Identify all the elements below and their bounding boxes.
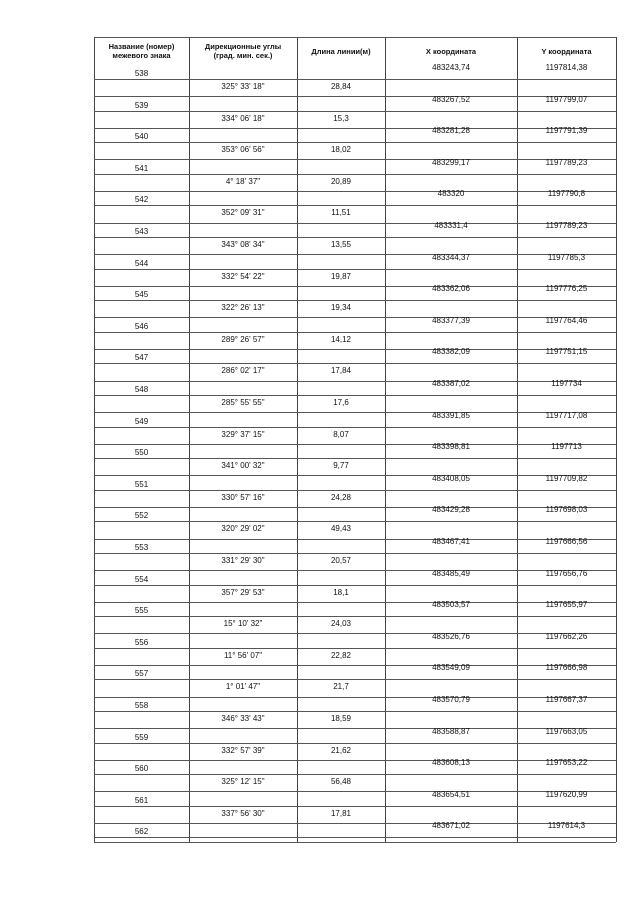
segment-line-length: 8,07 bbox=[333, 429, 349, 439]
segment-line-length: 17,84 bbox=[330, 366, 352, 376]
segment-line-length: 14,12 bbox=[330, 334, 352, 344]
point-y-coordinate: 1197709,82 bbox=[545, 473, 588, 483]
table-top-border bbox=[94, 37, 616, 38]
segment-line-length: 19,34 bbox=[330, 303, 352, 313]
segment-direction-angle: 322° 26' 13" bbox=[221, 303, 265, 313]
point-x-coordinate: 483387,02 bbox=[432, 379, 470, 388]
segment-line-length: 28,84 bbox=[330, 82, 352, 91]
segment-line-length: 18,1 bbox=[333, 587, 349, 597]
row-divider bbox=[94, 111, 616, 112]
point-x-coordinate: 483398,81 bbox=[432, 442, 470, 452]
segment-direction-angle: 343° 08' 34" bbox=[221, 240, 265, 249]
point-y-coordinate: 1197653,22 bbox=[545, 758, 588, 768]
segment-direction-angle: 341° 00' 32" bbox=[221, 461, 265, 471]
segment-line-length: 19,87 bbox=[330, 271, 352, 281]
segment-direction-angle: 289° 26' 57" bbox=[221, 334, 265, 344]
segment-line-length: 21,62 bbox=[330, 745, 352, 755]
row-divider bbox=[94, 363, 616, 364]
point-x-coordinate: 483408,05 bbox=[432, 473, 470, 483]
point-x-coordinate: 483588,87 bbox=[432, 726, 470, 736]
segment-direction-angle: 11° 56' 07" bbox=[223, 650, 263, 660]
segment-direction-angle: 352° 09' 31" bbox=[221, 208, 265, 218]
row-divider bbox=[94, 427, 616, 428]
header-line-length-text: Длина линии(м) bbox=[311, 46, 371, 56]
point-name: 550 bbox=[134, 448, 149, 458]
segment-direction-angle: 4° 18' 37" bbox=[225, 176, 261, 186]
segment-line-length: 15,3 bbox=[333, 113, 349, 123]
header-y-coordinate-text: Y координата bbox=[541, 46, 592, 56]
header-x-coordinate bbox=[385, 38, 517, 64]
point-x-coordinate: 483320 bbox=[437, 189, 465, 199]
point-name: 555 bbox=[134, 606, 149, 616]
row-divider bbox=[94, 711, 616, 712]
point-name: 561 bbox=[134, 795, 149, 805]
segment-line-length: 24,03 bbox=[330, 619, 352, 629]
header-direction-angle-line2: (град. мин. сек.) bbox=[213, 51, 273, 60]
point-name: 549 bbox=[134, 416, 149, 426]
point-y-coordinate: 1197799,07 bbox=[545, 94, 588, 104]
row-divider bbox=[94, 332, 616, 333]
row-divider bbox=[94, 490, 616, 491]
column-divider bbox=[94, 37, 95, 842]
segment-direction-angle: 337° 56' 30" bbox=[221, 808, 265, 818]
point-name: 547 bbox=[134, 353, 149, 363]
point-x-coordinate: 483267,52 bbox=[432, 94, 470, 104]
segment-line-length: 13,55 bbox=[330, 240, 352, 249]
row-divider bbox=[94, 205, 616, 206]
point-x-coordinate: 483344,37 bbox=[432, 252, 470, 262]
point-y-coordinate: 1197764,46 bbox=[545, 315, 588, 325]
row-divider bbox=[94, 679, 616, 680]
point-name: 546 bbox=[134, 321, 149, 331]
point-name: 542 bbox=[134, 195, 149, 205]
header-line-length bbox=[297, 38, 385, 64]
point-x-coordinate: 483362,06 bbox=[432, 284, 470, 294]
row-divider bbox=[94, 142, 616, 143]
segment-line-length: 22,82 bbox=[330, 650, 352, 660]
segment-line-length: 18,59 bbox=[330, 714, 352, 723]
segment-direction-angle: 329° 37' 15" bbox=[221, 429, 265, 439]
point-y-coordinate: 1197614,3 bbox=[547, 821, 586, 831]
row-divider bbox=[94, 743, 616, 744]
segment-line-length: 20,89 bbox=[330, 176, 352, 186]
header-y-coordinate bbox=[517, 38, 616, 64]
point-x-coordinate: 483671,02 bbox=[432, 821, 470, 831]
segment-direction-angle: 1° 01' 47" bbox=[225, 682, 261, 692]
point-y-coordinate: 1197717,08 bbox=[545, 410, 588, 420]
point-name: 556 bbox=[134, 637, 149, 647]
segment-direction-angle: 332° 54' 22" bbox=[221, 271, 265, 281]
point-y-coordinate: 1197667,37 bbox=[545, 695, 588, 704]
point-name: 539 bbox=[134, 100, 149, 110]
header-point-name-line2: межевого знака bbox=[112, 51, 171, 60]
point-x-coordinate: 483503,57 bbox=[432, 600, 470, 610]
row-divider bbox=[94, 300, 616, 301]
point-name: 538 bbox=[134, 69, 149, 78]
point-y-coordinate: 1197620,99 bbox=[545, 789, 588, 799]
header-point-name-line1: Название (номер) bbox=[108, 42, 175, 51]
segment-direction-angle: 325° 12' 15" bbox=[221, 777, 265, 787]
point-y-coordinate: 1197666,56 bbox=[545, 537, 588, 546]
point-x-coordinate: 483391,85 bbox=[432, 410, 470, 420]
segment-direction-angle: 332° 57' 39" bbox=[221, 745, 265, 755]
segment-direction-angle: 286° 02' 17" bbox=[221, 366, 265, 376]
point-x-coordinate: 483608,13 bbox=[432, 758, 470, 768]
point-name: 541 bbox=[134, 163, 149, 173]
segment-line-length: 17,6 bbox=[333, 398, 349, 407]
segment-direction-angle: 334° 06' 18" bbox=[221, 113, 265, 123]
segment-direction-angle: 353° 06' 56" bbox=[221, 145, 265, 155]
point-x-coordinate: 483382,09 bbox=[432, 347, 470, 357]
column-divider bbox=[616, 37, 617, 842]
segment-direction-angle: 346° 33' 43" bbox=[221, 714, 265, 723]
point-name: 551 bbox=[134, 479, 149, 489]
row-divider bbox=[94, 585, 616, 586]
segment-line-length: 20,57 bbox=[330, 556, 352, 565]
point-x-coordinate: 483526,76 bbox=[432, 631, 470, 641]
point-y-coordinate: 1197734 bbox=[551, 379, 582, 388]
point-x-coordinate: 483377,39 bbox=[432, 315, 470, 325]
header-direction-angle bbox=[189, 38, 297, 64]
point-name: 553 bbox=[134, 543, 149, 552]
header-point-name bbox=[94, 38, 189, 64]
segment-line-length: 49,43 bbox=[330, 524, 352, 534]
point-name: 557 bbox=[134, 669, 149, 679]
point-x-coordinate: 483654,51 bbox=[432, 789, 470, 799]
point-name: 554 bbox=[134, 574, 149, 584]
point-y-coordinate: 1197751,15 bbox=[545, 347, 588, 357]
point-y-coordinate: 1197656,76 bbox=[545, 568, 588, 578]
segment-direction-angle: 330° 57' 16" bbox=[221, 492, 265, 502]
point-x-coordinate: 483299,17 bbox=[432, 157, 470, 167]
point-y-coordinate: 1197662,26 bbox=[545, 631, 588, 641]
row-divider bbox=[94, 616, 616, 617]
point-x-coordinate: 483331,4 bbox=[434, 221, 468, 230]
point-y-coordinate: 1197713 bbox=[551, 442, 582, 452]
point-y-coordinate: 1197789,23 bbox=[545, 221, 588, 230]
segment-line-length: 18,02 bbox=[330, 145, 352, 155]
point-x-coordinate: 483549,09 bbox=[432, 663, 470, 673]
point-y-coordinate: 1197789,23 bbox=[545, 157, 588, 167]
row-divider bbox=[94, 774, 616, 775]
row-divider bbox=[94, 458, 616, 459]
segment-direction-angle: 331° 29' 30" bbox=[221, 556, 265, 565]
point-y-coordinate: 1197663,05 bbox=[545, 726, 588, 736]
segment-direction-angle: 357° 29' 53" bbox=[221, 587, 265, 597]
point-y-coordinate: 1197655,97 bbox=[545, 600, 588, 610]
point-name: 552 bbox=[134, 511, 149, 521]
row-divider bbox=[94, 806, 616, 807]
row-divider bbox=[94, 174, 616, 175]
point-y-coordinate: 1197698,03 bbox=[545, 505, 588, 515]
point-x-coordinate: 483467,41 bbox=[432, 537, 470, 546]
row-divider bbox=[94, 79, 616, 80]
point-x-coordinate: 483429,28 bbox=[432, 505, 470, 515]
header-direction-angle-line1: Дирекционные углы bbox=[204, 42, 282, 51]
row-divider bbox=[94, 237, 616, 238]
point-name: 548 bbox=[134, 385, 149, 394]
table-bottom-border bbox=[94, 842, 616, 843]
segment-direction-angle: 285° 55' 55" bbox=[221, 398, 265, 407]
point-name: 558 bbox=[134, 701, 149, 710]
row-divider bbox=[94, 553, 616, 554]
point-y-coordinate: 1197814,38 bbox=[545, 63, 588, 72]
point-y-coordinate: 1197790,8 bbox=[547, 189, 586, 199]
row-divider bbox=[94, 395, 616, 396]
point-x-coordinate: 483281,28 bbox=[432, 126, 470, 136]
point-x-coordinate: 483570,79 bbox=[432, 695, 470, 704]
segment-line-length: 21,7 bbox=[333, 682, 349, 692]
point-name: 562 bbox=[134, 827, 149, 837]
segment-line-length: 17,81 bbox=[330, 808, 352, 818]
point-y-coordinate: 1197666,98 bbox=[545, 663, 588, 673]
segment-line-length: 11,51 bbox=[331, 208, 351, 218]
segment-line-length: 9,77 bbox=[333, 461, 349, 471]
row-divider bbox=[94, 269, 616, 270]
segment-direction-angle: 325° 33' 18" bbox=[221, 82, 265, 91]
segment-line-length: 24,28 bbox=[330, 492, 352, 502]
segment-direction-angle: 15° 10' 32" bbox=[223, 619, 263, 629]
point-name: 544 bbox=[134, 258, 149, 268]
row-divider bbox=[94, 521, 616, 522]
point-y-coordinate: 1197785,3 bbox=[547, 252, 586, 262]
point-x-coordinate: 483243,74 bbox=[432, 63, 470, 72]
point-name: 540 bbox=[134, 132, 149, 142]
point-x-coordinate: 483485,49 bbox=[432, 568, 470, 578]
point-name: 560 bbox=[134, 764, 149, 774]
segment-direction-angle: 320° 29' 02" bbox=[221, 524, 265, 534]
point-name: 559 bbox=[134, 732, 149, 742]
point-y-coordinate: 1197776,25 bbox=[545, 284, 588, 294]
header-x-coordinate-text: X координата bbox=[425, 46, 477, 56]
point-y-coordinate: 1197791,39 bbox=[545, 126, 588, 136]
point-name: 543 bbox=[134, 227, 149, 236]
row-divider bbox=[94, 837, 616, 838]
point-name: 545 bbox=[134, 290, 149, 300]
row-divider bbox=[94, 648, 616, 649]
segment-line-length: 56,48 bbox=[330, 777, 352, 787]
